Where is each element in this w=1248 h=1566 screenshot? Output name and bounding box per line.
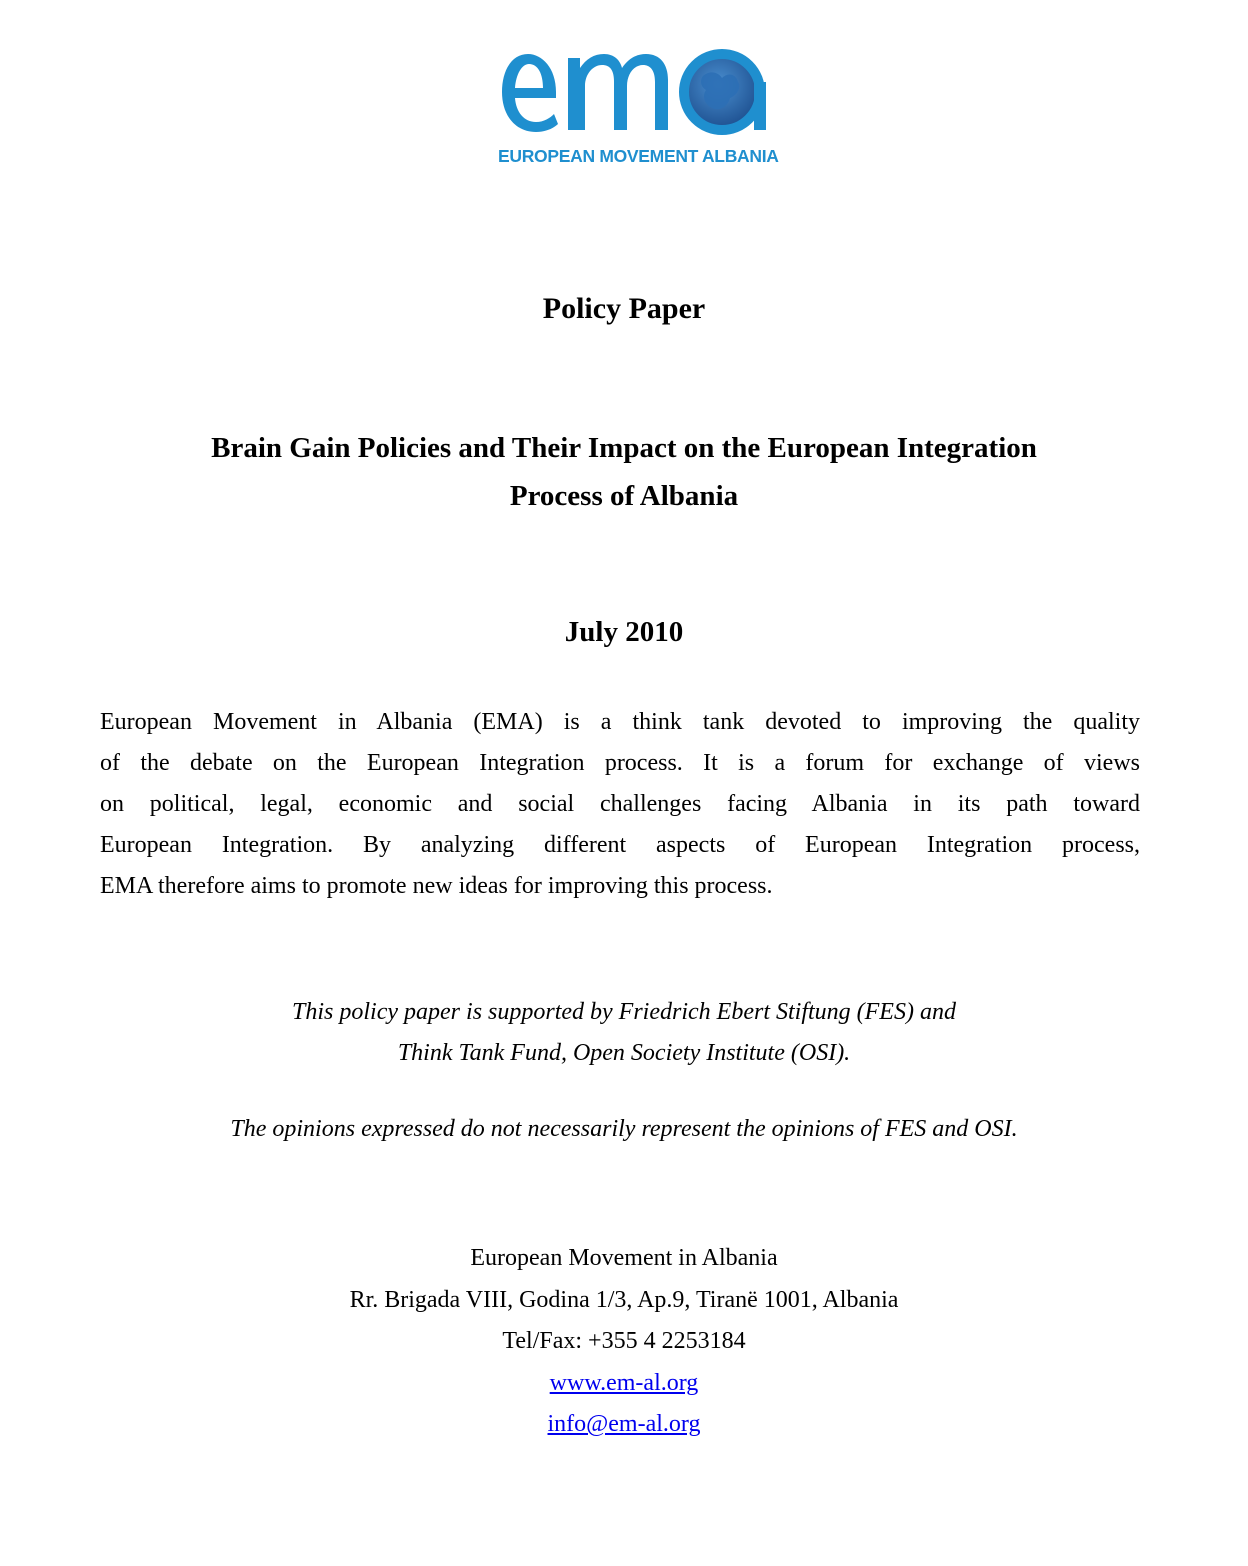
organization-address: Rr. Brigada VIII, Godina 1/3, Ap.9, Tiranë 1001, Albania: [349, 1286, 899, 1313]
contact-block: [0, 1238, 1248, 1446]
ema-logo: [498, 42, 779, 172]
document-title: [0, 424, 1248, 520]
document-title-line: Process of Albania: [509, 480, 739, 512]
document-date: July 2010: [564, 616, 684, 648]
about-line: European Integration. By analyzing different aspects of European Integration process,: [100, 832, 1140, 858]
website-link[interactable]: www.em-al.org: [549, 1369, 699, 1396]
organization-phone: Tel/Fax: +355 4 2253184: [502, 1328, 746, 1354]
disclaimer: The opinions expressed do not necessarily represent the opinions of FES and OSI.: [230, 1116, 1018, 1142]
support-line: Think Tank Fund, Open Society Institute (OSI).: [397, 1040, 851, 1066]
about-line: on political, legal, economic and social challenges facing Albania in its path toward: [100, 791, 1140, 817]
about-line: European Movement in Albania (EMA) is a think tank devoted to improving the quality: [100, 709, 1140, 735]
support-statement: [0, 992, 1248, 1074]
document-type: Policy Paper: [542, 292, 706, 325]
about-line: of the debate on the European Integration process. It is a forum for exchange of views: [100, 750, 1140, 776]
about-paragraph: [100, 702, 1140, 907]
logo-caption: EUROPEAN MOVEMENT ALBANIA: [498, 146, 779, 166]
organization-name: European Movement in Albania: [470, 1245, 778, 1271]
about-line: EMA therefore aims to promote new ideas for improving this process.: [100, 873, 773, 899]
email-link[interactable]: info@em-al.org: [547, 1411, 701, 1437]
support-line: This policy paper is supported by Friedrich Ebert Stiftung (FES) and: [292, 999, 956, 1025]
document-title-line: Brain Gain Policies and Their Impact on the European Integration: [211, 432, 1037, 464]
ema-logo-mark: [498, 42, 770, 142]
